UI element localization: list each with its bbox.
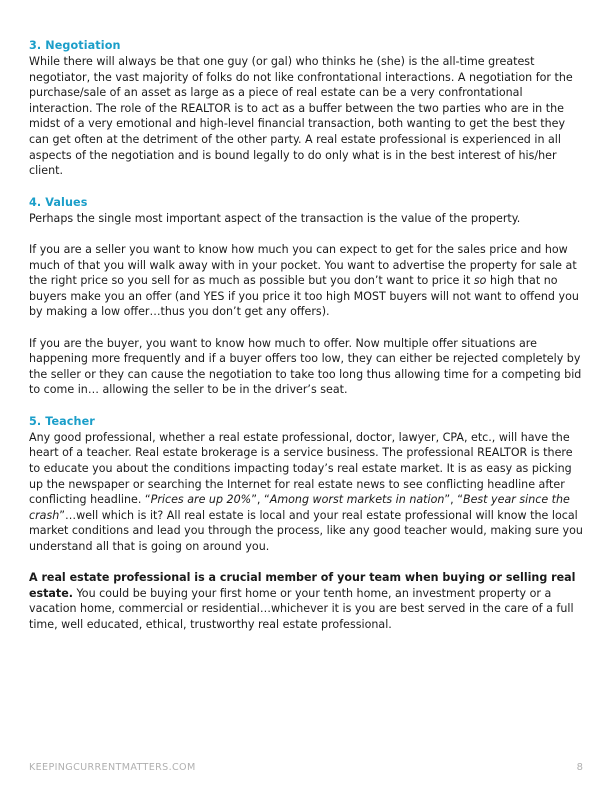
closing-rest: You could be buying your first home or your tenth home, an investment property or a vacation home, commercial or residential…whichever it is you are best served in the care of a full time, well educated, ethical, trustworthy real estate professional. bbox=[29, 586, 574, 631]
page-content bbox=[29, 38, 583, 633]
footer-page-number: 8 bbox=[576, 762, 583, 773]
footer-brand: KEEPINGCURRENTMATTERS.COM bbox=[29, 762, 196, 773]
headline-quote-3: Best year since the crash bbox=[29, 493, 570, 522]
paragraph-teacher bbox=[29, 430, 583, 555]
paragraph-values-seller bbox=[29, 242, 583, 320]
values-seller-part2: high that no buyers make you an offer (and YES if you price it too high MOST buyers will not want to offend you by making a low offer…thus you don’t get any offers). bbox=[29, 274, 579, 319]
paragraph-closing bbox=[29, 570, 583, 632]
headline-quote-2: Among worst markets in nation bbox=[269, 493, 445, 507]
paragraph-spacer bbox=[29, 226, 583, 242]
paragraph-negotiation: While there will always be that one guy (or gal) who thinks he (she) is the all-time greatest negotiator, the vast majority of folks do not like confrontational interactions. A negotiation for the purchase/sale of an asset as large as a piece of real estate can be a very confrontational interaction. The role of the REALTOR is to act as a buffer between the two parties who are in the midst of a very emotional and high-level financial transaction, both wanting to get the best they can get often at the detriment of the other party. A real estate professional is experienced in all aspects of the negotiation and is bound legally to do only what is in the best interest of his/her client. bbox=[29, 55, 573, 178]
paragraph-values-intro: Perhaps the single most important aspect of the transaction is the value of the property. bbox=[29, 211, 521, 225]
closing-bold-lead: A real estate professional is a crucial member of your team when buying or selling real estate. bbox=[29, 571, 576, 600]
headline-quote-1: Prices are up 20% bbox=[150, 493, 252, 507]
teacher-part2: …well which is it? All real estate is local and your real estate professional will know the local market conditions and lead you through the process, like any good teacher would, making sure you understand all that is going on around you. bbox=[29, 508, 583, 554]
section-spacer bbox=[29, 398, 583, 414]
values-seller-part1: If you are a seller you want to know how much you can expect to get for the sales price and how much of that you will walk away with in your pocket. You want to advertise the property for sale at the right price so you sell for as much as possible but you don’t want to price it bbox=[29, 242, 577, 288]
values-seller-emphasis: so bbox=[473, 274, 487, 288]
teacher-part1: Any good professional, whether a real estate professional, doctor, lawyer, CPA, etc., will have the heart of a teacher. Real estate brokerage is a service business. The professional REALTOR is there to educate you about the conditions impacting today’s real estate market. It is as easy as picking up the newspaper or searching the Internet for real estate news to see conflicting headline after conflicting headline. bbox=[29, 430, 573, 507]
page-footer bbox=[29, 762, 583, 773]
quote-close-3: ” bbox=[59, 508, 66, 522]
paragraph-spacer bbox=[29, 555, 583, 571]
section-heading-values: 4. Values bbox=[29, 195, 88, 209]
section-heading-negotiation: 3. Negotiation bbox=[29, 39, 121, 52]
section-heading-teacher: 5. Teacher bbox=[29, 414, 95, 428]
paragraph-values-buyer: If you are the buyer, you want to know how much to offer. Now multiple offer situations are happening more frequently and if a buyer offers too low, they can either be rejected completely by the seller or they can cause the negotiation to take too long thus allowing time for a competing bid to come in… allowing the seller to be in the driver’s seat. bbox=[29, 336, 582, 397]
section-spacer bbox=[29, 179, 583, 195]
paragraph-spacer bbox=[29, 320, 583, 336]
quote-close-1: ”, “ bbox=[251, 493, 270, 507]
quote-open-1: “ bbox=[144, 493, 151, 507]
quote-close-2: ”, “ bbox=[444, 493, 463, 507]
